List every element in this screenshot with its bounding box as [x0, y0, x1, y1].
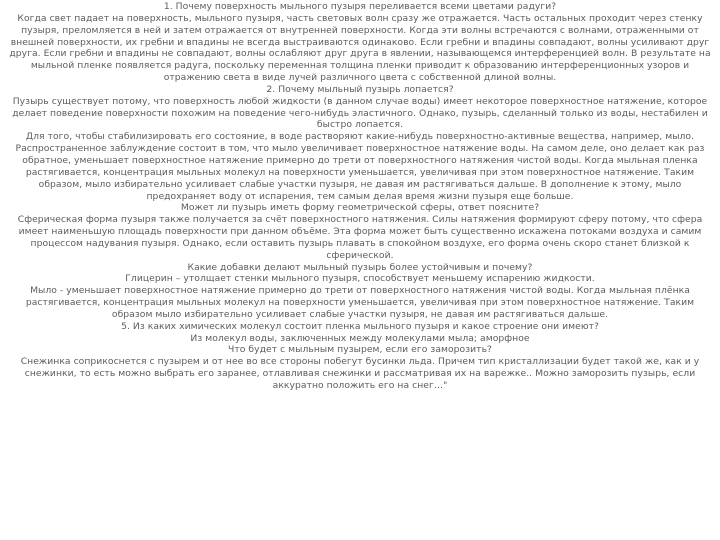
- answer-4-soap: Мыло - уменьшает поверхностное натяжение примерно до трети от поверхностного натяжения чистой воды. Когда мыльная плёнка растягивается, концентрация мыльных молекул на поверхности уменьшается, увеличивая при этом поверхностное натяжение. Таким образом мыло избирательно усиливает слабые участки пузыря, не давая им растягиваться дальше.: [25, 285, 695, 320]
- answer-5-paragraph: Из молекул воды, заключенных между молекулами мыла; аморфное: [190, 332, 530, 344]
- answer-4-glycerin: Глицерин – утолщает стенки мыльного пузыря, способствует меньшему испарению жидкости.: [125, 273, 595, 285]
- question-5-title: 5. Из каких химических молекул состоит пленка мыльного пузыря и какое строение они имеют?: [121, 320, 599, 332]
- answer-2-paragraph-1: Пузырь существует потому, что поверхность любой жидкости (в данном случае воды) имеет некоторое поверхностное натяжение, которое делает поведение поверхности похожим на поведение чего-нибудь эластичного. Однако, пузырь, сделанный только из воды, нестабилен и быстро лопается.: [12, 95, 708, 131]
- question-4-title: Какие добавки делают мыльный пузырь более устойчивым и почему?: [187, 261, 533, 273]
- question-2-title: 2. Почему мыльный пузырь лопается?: [266, 83, 454, 95]
- answer-6-paragraph: Снежинка соприкоснется с пузырем и от нее во все стороны побегут бусинки льда. Причем тип кристаллизации будет такой же, как и у снежинки, то есть можно выбрать его заранее, отлавливая снежинки и рассматривая их на варежке.. Можно заморозить пузырь, если аккуратно положить его на снег…": [20, 356, 700, 391]
- answer-3-paragraph: Сферическая форма пузыря также получается за счёт поверхностного натяжения. Силы натяжения формируют сферу потому, что сфера имеет наименьшую площадь поверхности при данном объёме. Эта форма может быть существенно искажена потоками воздуха и самим процессом надувания пузыря. Однако, если оставить пузырь плавать в спокойном воздухе, его форма очень скоро станет близкой к сферической.: [17, 214, 703, 261]
- question-3-title: Может ли пузырь иметь форму геометрической сферы, ответ поясните?: [180, 202, 540, 214]
- answer-2-paragraph-2: Для того, чтобы стабилизировать его состояние, в воде растворяют какие-нибудь поверхностно-активные вещества, например, мыло. Распространенное заблуждение состоит в том, что мыло увеличивает поверхностное натяжение воды. На самом деле, оно делает как раз обратное, уменьшает поверхностное натяжение примерно до трети от поверхностного натяжения чистой воды. Когда мыльная пленка растягивается, концентрация мыльных молекул на поверхности уменьшается, увеличивая при этом поверхностное натяжение. Таким образом, мыло избирательно усиливает слабые участки пузыря, не давая им растягиваться дальше. В дополнение к этому, мыло предохраняет воду от испарения, тем самым делая время жизни пузыря еще больше.: [15, 131, 705, 202]
- answer-1-paragraph: Когда свет падает на поверхность, мыльного пузыря, часть световых волн сразу же отражается. Часть остальных проходит через стенку пузыря, преломляется в ней и затем отражается от внутренней поверхности. Когда эти волны встречаются с волнами, отраженными от внешней поверхности, их гребни и впадины не всегда выстраиваются одинаково. Если гребни и впадины совпадают, волны усиливают друг друга. Если гребни и впадины не совпадают, волны ослабляют друг друга в явлении, называющемся интерференцией волн. В результате на мыльной пленке появляется радуга, поскольку переменная толщина пленки приводит к образованию интерференционных узоров и отражению света в виде лучей различного цвета с собственной длиной волны.: [9, 12, 711, 84]
- question-6-title: Что будет с мыльным пузырем, если его заморозить?: [228, 344, 492, 356]
- question-1-title: 1. Почему поверхность мыльного пузыря переливается всеми цветами радуги?: [163, 1, 557, 12]
